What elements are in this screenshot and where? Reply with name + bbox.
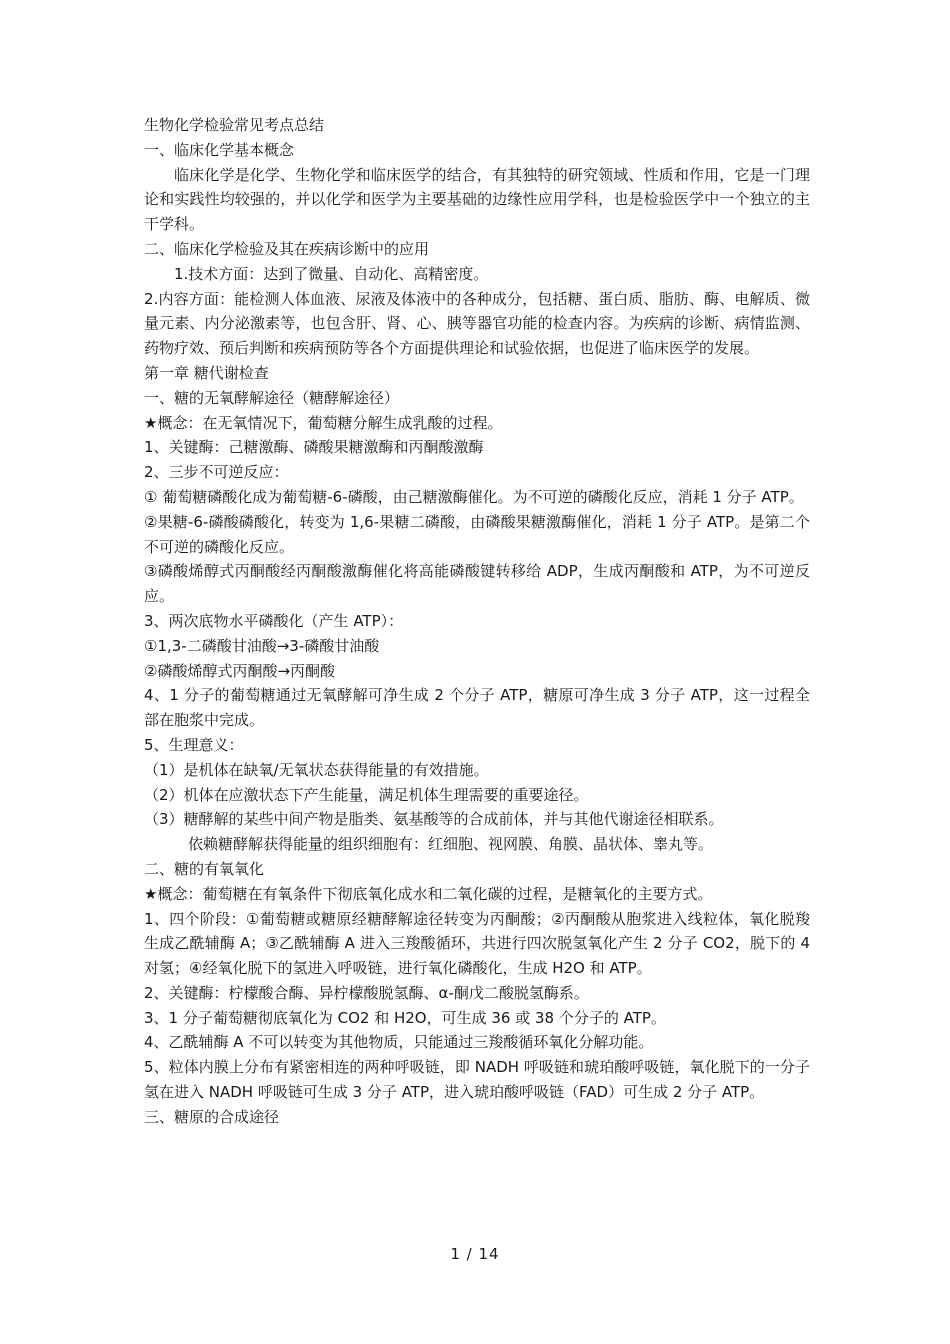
text-line: 第一章 糖代谢检查 bbox=[144, 363, 269, 382]
text-line: 4、乙酰辅酶 A 不可以转变为其他物质，只能通过三羧酸循环氧化分解功能。 bbox=[144, 1033, 654, 1052]
text-line: 1、关键酶：己糖激酶、磷酸果糖激酶和丙酮酸激酶 bbox=[144, 438, 484, 457]
text-line: 2.内容方面：能检测人体血液、尿液及体液中的各种成分，包括糖、蛋白质、脂肪、酶、电解质、微量元素、内分泌激素等，也包含肝、肾、心、胰等器官功能的检查内容。为疾病的诊断、病情监测、药物疗效、预后判断和疾病预防等各个方面提供理论和试验依据，也促进了临床医学的发展。 bbox=[144, 289, 810, 358]
text-line: ②磷酸烯醇式丙酮酸→丙酮酸 bbox=[144, 661, 336, 680]
text-line: 4、1 分子的葡萄糖通过无氧酵解可净生成 2 个分子 ATP，糖原可净生成 3 分子 ATP，这一过程全部在胞浆中完成。 bbox=[144, 686, 810, 730]
text-line: 5、粒体内膜上分布有紧密相连的两种呼吸链，即 NADH 呼吸链和琥珀酸呼吸链，氧化脱下的一分子氢在进入 NADH 呼吸链可生成 3 分子 ATP，进入琥珀酸呼吸链（FAD）可生成 2 分子 ATP。 bbox=[144, 1058, 810, 1102]
text-line: 1.技术方面：达到了微量、自动化、高精密度。 bbox=[174, 264, 489, 283]
text-line: ③磷酸烯醇式丙酮酸经丙酮酸激酶催化将高能磷酸键转移给 ADP，生成丙酮酸和 ATP，为不可逆反应。 bbox=[144, 562, 810, 606]
text-line: 临床化学是化学、生物化学和临床医学的结合，有其独特的研究领域、性质和作用，它是一门理论和实践性均较强的，并以化学和医学为主要基础的边缘性应用学科，也是检验医学中一个独立的主干学科。 bbox=[144, 165, 810, 234]
text-line: 3、1 分子葡萄糖彻底氧化为 CO2 和 H2O，可生成 36 或 38 个分子的 ATP。 bbox=[144, 1008, 666, 1027]
text-line: 一、临床化学基本概念 bbox=[144, 140, 295, 159]
text-line: ①1,3-二磷酸甘油酸→3-磷酸甘油酸 bbox=[144, 636, 380, 655]
text-line: （2）机体在应激状态下产生能量，满足机体生理需要的重要途径。 bbox=[144, 785, 589, 804]
text-line: ① 葡萄糖磷酸化成为葡萄糖-6-磷酸，由己糖激酶催化。为不可逆的磷酸化反应，消耗 1 分子 ATP。 bbox=[144, 487, 804, 506]
text-line: ★概念：在无氧情况下，葡萄糖分解生成乳酸的过程。 bbox=[144, 413, 503, 432]
text-line: 3、两次底物水平磷酸化（产生 ATP）： bbox=[144, 611, 404, 630]
text-line: 依赖糖酵解获得能量的组织细胞有：红细胞、视网膜、角膜、晶状体、睾丸等。 bbox=[188, 835, 714, 854]
text-line: 一、糖的无氧酵解途径（糖酵解途径） bbox=[144, 388, 400, 407]
text-line: 三、糖原的合成途径 bbox=[144, 1107, 280, 1126]
page-number: 1 / 14 bbox=[450, 1245, 500, 1263]
text-line: 二、糖的有氧氧化 bbox=[144, 859, 265, 878]
text-line: 2、三步不可逆反应： bbox=[144, 463, 289, 482]
text-line: （1）是机体在缺氧/无氧状态获得能量的有效措施。 bbox=[144, 760, 489, 779]
text-line: ②果糖-6-磷酸磷酸化，转变为 1,6-果糖二磷酸，由磷酸果糖激酶催化，消耗 1 分子 ATP。是第二个不可逆的磷酸化反应。 bbox=[144, 512, 810, 556]
text-line: 1、四个阶段：①葡萄糖或糖原经糖酵解途径转变为丙酮酸；②丙酮酸从胞浆进入线粒体，氧化脱羧生成乙酰辅酶 A；③乙酰辅酶 A 进入三羧酸循环，共进行四次脱氢氧化产生 2 分子 CO2，脱下的 4 对氢；④经氧化脱下的氢进入呼吸链，进行氧化磷酸化，生成 H2O 和 ATP。 bbox=[144, 909, 810, 978]
text-line: 二、临床化学检验及其在疾病诊断中的应用 bbox=[144, 239, 430, 258]
text-line: ★概念：葡萄糖在有氧条件下彻底氧化成水和二氧化碳的过程，是糖氧化的主要方式。 bbox=[144, 884, 713, 903]
text-line: 生物化学检验常见考点总结 bbox=[144, 116, 325, 134]
text-line: 2、关键酶：柠檬酸合酶、异柠檬酸脱氢酶、α-酮戊二酸脱氢酶系。 bbox=[144, 983, 589, 1002]
text-line: 5、生理意义： bbox=[144, 735, 244, 754]
text-line: （3）糖酵解的某些中间产物是脂类、氨基酸等的合成前体，并与其他代谢途径相联系。 bbox=[144, 810, 724, 829]
document-body bbox=[144, 113, 810, 1130]
